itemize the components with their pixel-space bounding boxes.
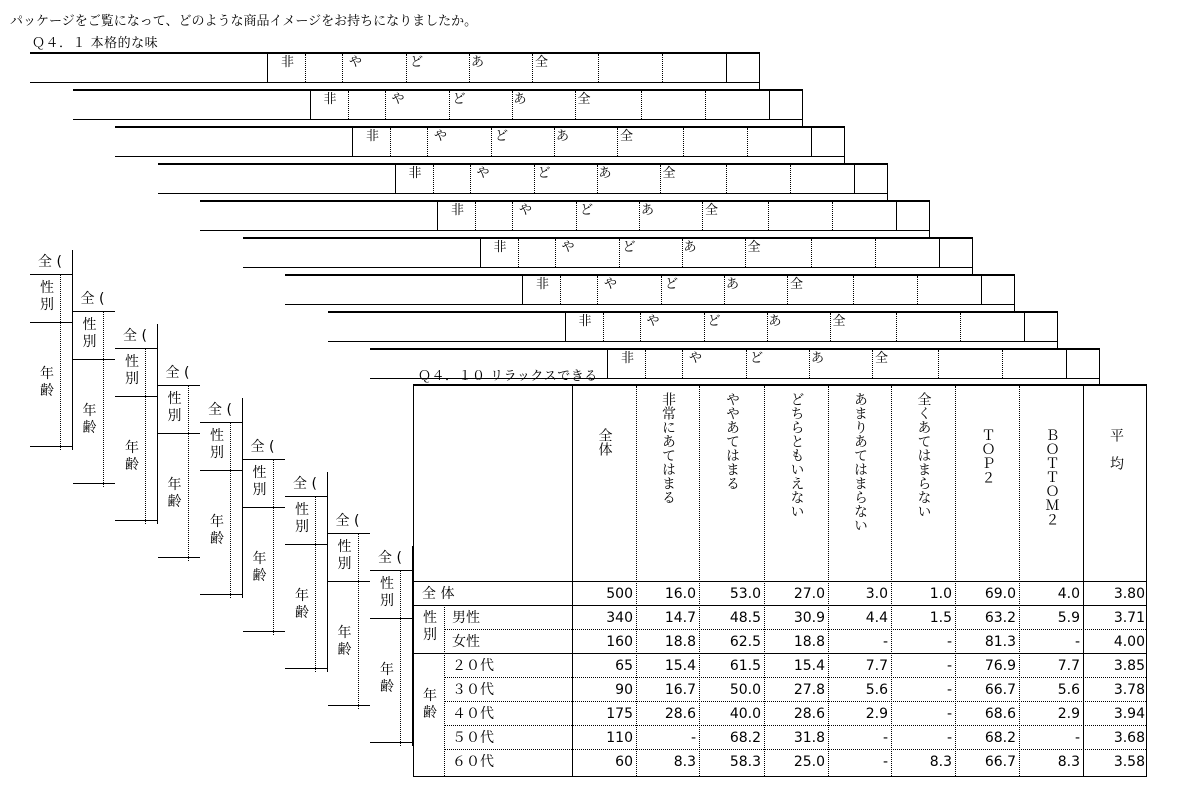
stub-sex-label: 性別 xyxy=(40,280,54,313)
card-header-row xyxy=(328,313,1057,342)
header-cell xyxy=(811,128,845,156)
header-cell xyxy=(518,239,555,267)
stub-age-label: 年齢 xyxy=(252,551,267,584)
header-initial: 全 xyxy=(620,129,634,144)
table-cell: 61.5 xyxy=(729,658,761,674)
table-row xyxy=(444,749,1146,774)
column-header: ややあてはまる xyxy=(724,392,740,490)
card-header-row xyxy=(158,165,887,194)
stub-all-label: 全 ( xyxy=(250,439,275,455)
header-initial: ど xyxy=(665,277,679,292)
table-row xyxy=(414,653,1146,678)
stub-all-label: 全 ( xyxy=(293,476,317,492)
stub-age-label: 年齢 xyxy=(82,403,97,436)
table-cell: 3.0 xyxy=(865,586,888,602)
table-cell: - xyxy=(1074,634,1080,650)
stub-sex-label: 性別 xyxy=(337,539,352,572)
table-cell: 8.3 xyxy=(673,754,696,770)
table-cell: 4.00 xyxy=(1113,634,1145,650)
table-cell: 175 xyxy=(606,706,633,722)
header-initial: あ xyxy=(726,277,740,292)
stub-sex-label: 性別 xyxy=(210,428,224,461)
table-cell: 16.0 xyxy=(664,586,696,602)
table-cell: 3.78 xyxy=(1113,682,1145,698)
table-cell: 4.0 xyxy=(1057,586,1080,602)
column-header: 全体 xyxy=(596,428,613,456)
table-cell: 8.3 xyxy=(929,754,952,770)
row-stub xyxy=(200,398,243,598)
stub-sex-label: 性別 xyxy=(295,502,309,535)
column-header: あまりあてはまらない xyxy=(852,392,868,532)
table-cell: 110 xyxy=(606,730,633,746)
table-cell: - xyxy=(690,730,696,746)
header-initial: 全 xyxy=(662,166,676,181)
row-label: 男性 xyxy=(452,610,480,626)
table-cell: 1.5 xyxy=(929,610,952,626)
column-header: 平 均 xyxy=(1108,428,1124,470)
header-cell xyxy=(1024,313,1058,341)
header-initial: 全 xyxy=(832,314,846,329)
table-cell: 48.5 xyxy=(729,610,761,626)
table-cell: 5.9 xyxy=(1057,610,1080,626)
table-cell: 66.7 xyxy=(984,682,1016,698)
table-cell: 68.6 xyxy=(984,706,1016,722)
header-initial: 非 xyxy=(621,351,635,366)
stub-age-label: 年齢 xyxy=(380,662,394,695)
header-cell xyxy=(896,313,960,341)
table-row xyxy=(444,725,1146,750)
card-header-row xyxy=(115,128,844,157)
header-cell xyxy=(662,54,726,82)
header-initial: や xyxy=(349,55,363,70)
table-cell: 65 xyxy=(615,658,633,674)
header-cell xyxy=(832,202,896,230)
table-cell: 1.0 xyxy=(929,586,952,602)
row-label: ３０代 xyxy=(452,682,494,698)
header-initial: 非 xyxy=(281,55,295,70)
table-cell: 14.7 xyxy=(664,610,696,626)
header-initial: ど xyxy=(452,92,466,107)
table-cell: 3.94 xyxy=(1113,706,1145,722)
header-initial: 全 xyxy=(875,351,889,366)
stub-sex-label: 性別 xyxy=(167,391,182,424)
table-row xyxy=(444,677,1146,702)
header-cell xyxy=(348,91,385,119)
header-initial: あ xyxy=(641,203,655,218)
header-initial: や xyxy=(689,351,703,366)
table-cell: 76.9 xyxy=(984,658,1016,674)
card-header-row xyxy=(73,91,802,120)
header-initial: 非 xyxy=(451,203,465,218)
column-header: ＴＯＰ２ xyxy=(979,428,996,484)
row-label: 女性 xyxy=(452,634,480,650)
header-cell xyxy=(790,165,854,193)
header-initial: ど xyxy=(495,129,509,144)
column-header: 全くあてはまらない xyxy=(915,392,932,518)
stub-age-label: 年齢 xyxy=(125,440,139,473)
header-initial: や xyxy=(561,240,575,255)
table-row xyxy=(444,629,1146,654)
column-header: 非常にあてはまる xyxy=(660,392,676,504)
header-cell xyxy=(939,239,973,267)
table-cell: - xyxy=(882,754,888,770)
card-header-row xyxy=(243,239,972,268)
header-initial: ど xyxy=(580,203,594,218)
table-cell: - xyxy=(946,634,952,650)
header-cell xyxy=(854,165,888,193)
table-cell: 27.0 xyxy=(793,586,825,602)
table-cell: 31.8 xyxy=(793,730,825,746)
header-cell xyxy=(390,128,427,156)
table-cell: 340 xyxy=(606,610,633,626)
header-cell xyxy=(769,91,803,119)
header-initial: あ xyxy=(768,314,782,329)
stub-age-label: 年齢 xyxy=(210,514,224,547)
header-initial: 非 xyxy=(493,240,507,255)
header-initial: 非 xyxy=(408,166,422,181)
header-cell xyxy=(768,202,832,230)
table-cell: 500 xyxy=(606,586,633,602)
stub-all-label: 全 ( xyxy=(80,291,105,307)
table-cell: 63.2 xyxy=(984,610,1016,626)
header-initial: や xyxy=(646,314,660,329)
header-initial: ど xyxy=(622,240,636,255)
header-initial: 非 xyxy=(366,129,380,144)
header-initial: や xyxy=(434,129,448,144)
stub-all-label: 全 ( xyxy=(165,365,190,381)
header-cell xyxy=(433,165,470,193)
question-title-front: Ｑ４．１０ リラックスできる xyxy=(418,369,598,384)
table-cell: 28.6 xyxy=(664,706,696,722)
table-cell: 18.8 xyxy=(793,634,825,650)
stub-all-label: 全 ( xyxy=(38,254,62,270)
table-cell: 69.0 xyxy=(984,586,1016,602)
table-cell: 40.0 xyxy=(729,706,761,722)
header-initial: 全 xyxy=(790,277,804,292)
table-cell: - xyxy=(882,730,888,746)
table-cell: - xyxy=(946,730,952,746)
table-cell: 4.4 xyxy=(865,610,888,626)
table-cell: 18.8 xyxy=(664,634,696,650)
header-initial: 非 xyxy=(578,314,592,329)
table-cell: 81.3 xyxy=(984,634,1016,650)
table-cell: 3.58 xyxy=(1113,754,1145,770)
table-cell: 16.7 xyxy=(664,682,696,698)
header-cell xyxy=(305,54,342,82)
header-cell xyxy=(603,313,640,341)
table-cell: 68.2 xyxy=(984,730,1016,746)
header-cell xyxy=(560,276,597,304)
header-cell xyxy=(1002,350,1066,378)
header-initial: や xyxy=(391,92,405,107)
card-header-row xyxy=(285,276,1014,305)
header-initial: や xyxy=(519,203,533,218)
table-cell: 7.7 xyxy=(865,658,888,674)
header-cell xyxy=(475,202,512,230)
stub-age-label: 年齢 xyxy=(40,366,54,399)
group-label-age: 年齢 xyxy=(423,688,437,721)
row-stub xyxy=(115,324,158,524)
header-cell xyxy=(726,165,790,193)
header-cell xyxy=(726,54,760,82)
header-cell xyxy=(747,128,811,156)
row-label: ６０代 xyxy=(452,754,494,770)
row-stub xyxy=(370,546,413,746)
row-stub xyxy=(328,509,371,709)
table-cell: 60 xyxy=(615,754,633,770)
table-cell: 28.6 xyxy=(793,706,825,722)
header-cell xyxy=(981,276,1015,304)
header-cell xyxy=(641,91,705,119)
table-cell: 90 xyxy=(615,682,633,698)
table-cell: - xyxy=(1074,730,1080,746)
header-initial: 全 xyxy=(577,92,591,107)
header-cell xyxy=(896,202,930,230)
header-cell xyxy=(938,350,1002,378)
header-cell xyxy=(1066,350,1100,378)
stub-age-label: 年齢 xyxy=(167,477,182,510)
question-title: Ｑ４．１ 本格的な味 xyxy=(32,36,159,51)
header-initial: あ xyxy=(683,240,697,255)
header-initial: ど xyxy=(707,314,721,329)
stub-all-label: 全 ( xyxy=(378,550,402,566)
stub-sex-label: 性別 xyxy=(82,317,97,350)
table-cell: - xyxy=(946,706,952,722)
table-cell: - xyxy=(882,634,888,650)
table-cell: 3.80 xyxy=(1113,586,1145,602)
header-initial: 全 xyxy=(535,55,549,70)
table-cell: 5.6 xyxy=(1057,682,1080,698)
column-header: ＢＯＴＴＯＭ２ xyxy=(1043,428,1060,526)
row-stub xyxy=(158,361,201,561)
stub-all-label: 全 ( xyxy=(123,328,147,344)
header-initial: あ xyxy=(598,166,612,181)
table-cell: 62.5 xyxy=(729,634,761,650)
header-initial: ど xyxy=(750,351,764,366)
row-stub xyxy=(73,287,116,487)
stub-sex-label: 性別 xyxy=(125,354,139,387)
table-cell: 68.2 xyxy=(729,730,761,746)
header-initial: 全 xyxy=(705,203,719,218)
table-cell: 2.9 xyxy=(1057,706,1080,722)
header-initial: や xyxy=(604,277,618,292)
table-cell: 53.0 xyxy=(729,586,761,602)
stub-all-label: 全 ( xyxy=(335,513,360,529)
row-stub xyxy=(243,435,286,635)
header-cell xyxy=(705,91,769,119)
row-label: ５０代 xyxy=(452,730,494,746)
stub-age-label: 年齢 xyxy=(295,588,309,621)
table-cell: 7.7 xyxy=(1057,658,1080,674)
header-initial: ど xyxy=(537,166,551,181)
stub-sex-label: 性別 xyxy=(380,576,394,609)
header-initial: 全 xyxy=(747,240,761,255)
table-row xyxy=(414,605,1146,630)
row-stub xyxy=(285,472,328,672)
table-cell: 58.3 xyxy=(729,754,761,770)
header-cell xyxy=(598,54,662,82)
stub-sex-label: 性別 xyxy=(252,465,267,498)
front-table-q4-10 xyxy=(413,384,1147,777)
header-cell xyxy=(683,128,747,156)
table-cell: 15.4 xyxy=(793,658,825,674)
table-cell: 30.9 xyxy=(793,610,825,626)
row-label: ２０代 xyxy=(452,658,494,674)
table-cell: 27.8 xyxy=(793,682,825,698)
column-header: どちらともいえない xyxy=(788,392,805,518)
header-cell xyxy=(645,350,682,378)
header-initial: ど xyxy=(410,55,424,70)
header-cell xyxy=(811,239,875,267)
header-initial: や xyxy=(476,166,490,181)
card-header-row xyxy=(30,54,759,83)
table-cell: 3.85 xyxy=(1113,658,1145,674)
header-cell xyxy=(917,276,981,304)
page-heading: パッケージをご覧になって、どのような商品イメージをお持ちになりましたか。 xyxy=(10,14,478,29)
header-initial: あ xyxy=(513,92,527,107)
table-cell: 3.68 xyxy=(1113,730,1145,746)
table-cell: 50.0 xyxy=(729,682,761,698)
group-label-all: 全 体 xyxy=(422,586,455,602)
row-stub xyxy=(30,250,73,450)
header-cell xyxy=(875,239,939,267)
table-cell: - xyxy=(946,658,952,674)
header-cell xyxy=(960,313,1024,341)
group-label-sex: 性別 xyxy=(423,610,437,643)
table-cell: 25.0 xyxy=(793,754,825,770)
header-initial: 非 xyxy=(323,92,337,107)
table-cell: 5.6 xyxy=(865,682,888,698)
table-cell: 8.3 xyxy=(1057,754,1080,770)
header-initial: あ xyxy=(471,55,485,70)
stub-all-label: 全 ( xyxy=(208,402,232,418)
table-cell: 160 xyxy=(606,634,633,650)
header-initial: 非 xyxy=(536,277,550,292)
header-initial: あ xyxy=(811,351,825,366)
table-cell: 66.7 xyxy=(984,754,1016,770)
table-cell: 3.71 xyxy=(1113,610,1145,626)
table-row xyxy=(414,581,1146,606)
table-cell: 2.9 xyxy=(865,706,888,722)
stub-age-label: 年齢 xyxy=(337,625,352,658)
header-initial: あ xyxy=(556,129,570,144)
row-label: ４０代 xyxy=(452,706,494,722)
card-header-row xyxy=(200,202,929,231)
table-cell: - xyxy=(946,682,952,698)
table-cell: 15.4 xyxy=(664,658,696,674)
header-cell xyxy=(853,276,917,304)
table-row xyxy=(444,701,1146,726)
